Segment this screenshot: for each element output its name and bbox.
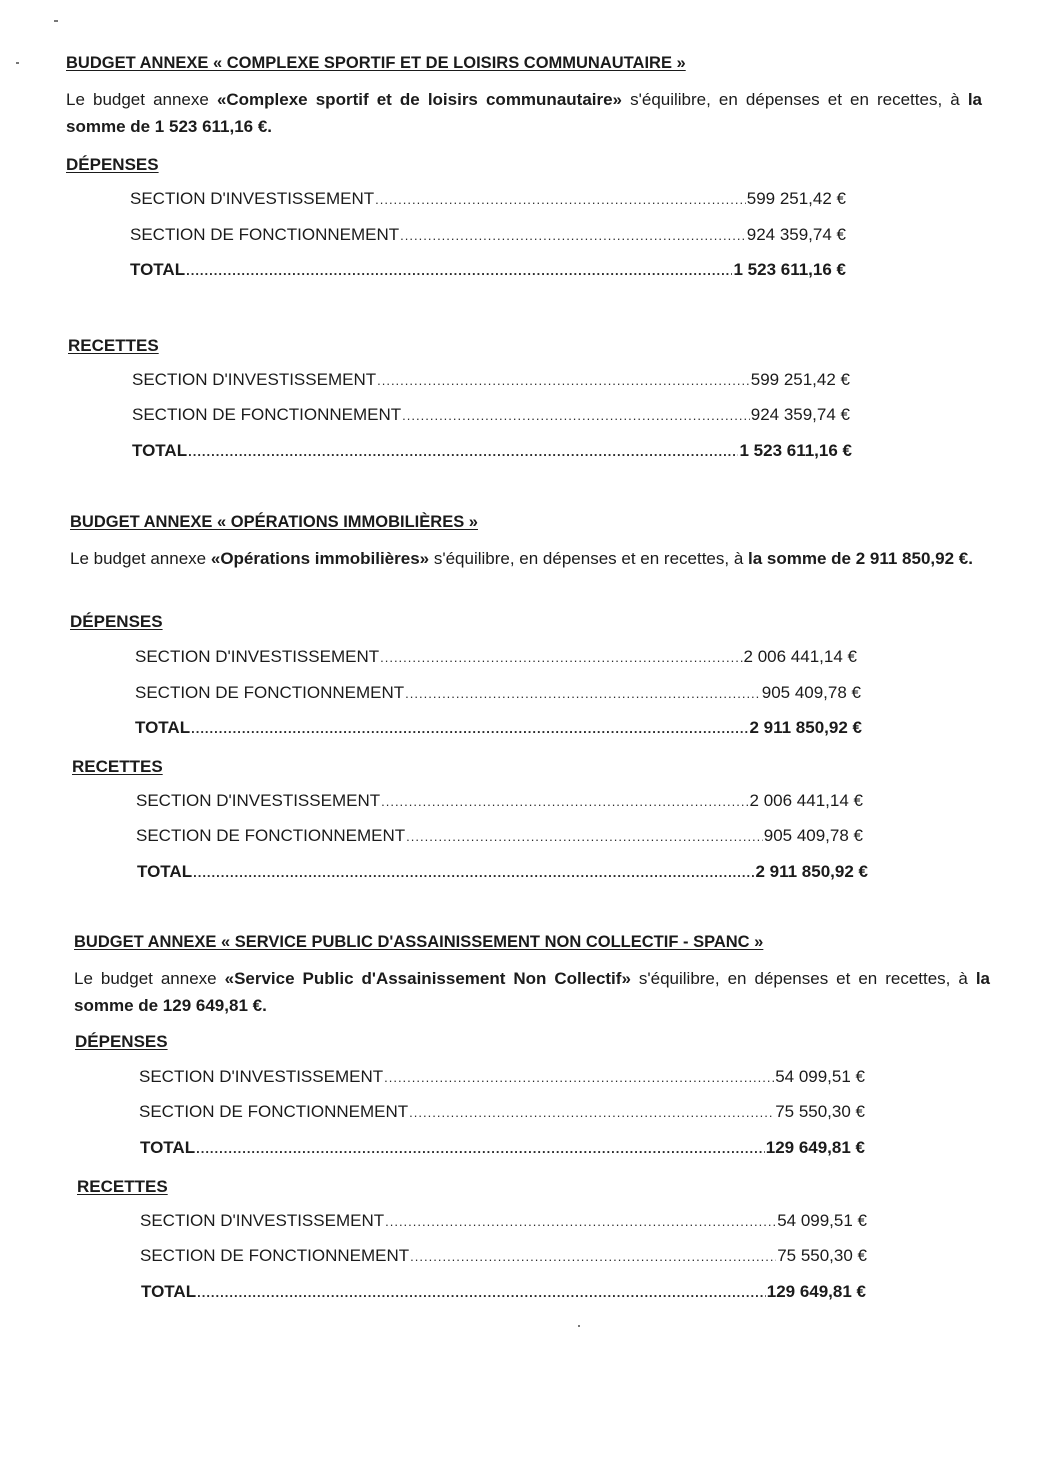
row-amount: 924 359,74 € [750, 405, 850, 424]
depenses-total-row [135, 718, 862, 738]
row-label: SECTION DE FONCTIONNEMENT [130, 225, 400, 244]
dot-leader [384, 1070, 774, 1085]
recettes-heading: RECETTES [68, 336, 159, 355]
row-amount: 924 359,74 € [746, 225, 846, 244]
intro-budget-name: «Service Public d'Assainissement Non Collectif» [224, 969, 631, 988]
depenses-fonctionnement-row [139, 1102, 865, 1122]
row-label: SECTION DE FONCTIONNEMENT [139, 1102, 409, 1121]
row-amount: 905 409,78 € [763, 826, 863, 845]
intro-text: s'équilibre, en dépenses et en recettes, à [622, 90, 968, 109]
dot-leader [405, 686, 761, 701]
dot-leader [385, 1214, 776, 1229]
intro-sum: la somme de 129 649,81 €. [74, 969, 990, 1015]
recettes-fonctionnement-row [140, 1246, 867, 1266]
intro-sum: la somme de 1 523 611,16 €. [66, 90, 982, 136]
dot-leader [193, 865, 754, 880]
row-label: SECTION D'INVESTISSEMENT [136, 791, 381, 810]
row-label: SECTION DE FONCTIONNEMENT [132, 405, 402, 424]
row-amount: 2 006 441,14 € [749, 791, 863, 810]
recettes-total-row [132, 441, 852, 461]
depenses-heading: DÉPENSES [66, 155, 159, 174]
dot-leader [375, 192, 746, 207]
recettes-total-row [137, 862, 868, 882]
depenses-investissement-row [139, 1067, 865, 1087]
budget-intro [66, 86, 982, 140]
depenses-fonctionnement-row [135, 683, 861, 703]
budget-intro [74, 965, 990, 1019]
dot-leader [400, 228, 746, 243]
recettes-heading: RECETTES [77, 1177, 168, 1196]
dot-leader [402, 408, 750, 423]
row-amount: 75 550,30 € [777, 1246, 867, 1265]
intro-sum: la somme de 2 911 850,92 €. [748, 549, 973, 568]
row-label: SECTION DE FONCTIONNEMENT [135, 683, 405, 702]
row-amount: 75 550,30 € [775, 1102, 865, 1121]
depenses-investissement-row [130, 189, 846, 209]
intro-text: s'équilibre, en dépenses et en recettes, à [630, 969, 976, 988]
dot-leader [377, 373, 750, 388]
recettes-total-row [141, 1282, 866, 1302]
row-amount: 1 523 611,16 € [733, 260, 846, 279]
row-amount: 599 251,42 € [750, 370, 850, 389]
row-label: SECTION D'INVESTISSEMENT [139, 1067, 384, 1086]
scan-speck [578, 1325, 580, 1327]
recettes-investissement-row [132, 370, 850, 390]
row-label: TOTAL [141, 1282, 197, 1301]
intro-budget-name: «Opérations immobilières» [210, 549, 430, 568]
depenses-total-row [130, 260, 846, 280]
row-amount: 54 099,51 € [775, 1067, 865, 1086]
recettes-fonctionnement-row [132, 405, 850, 425]
row-amount: 54 099,51 € [777, 1211, 867, 1230]
row-amount: 599 251,42 € [746, 189, 846, 208]
budget-intro [70, 545, 986, 572]
dot-leader [406, 829, 763, 844]
row-label: TOTAL [132, 441, 188, 460]
budget-title: BUDGET ANNEXE « COMPLEXE SPORTIF ET DE LOISIRS COMMUNAUTAIRE » [66, 54, 686, 72]
row-label: TOTAL [135, 718, 191, 737]
row-amount: 2 006 441,14 € [743, 647, 857, 666]
intro-text: s'équilibre, en dépenses et en recettes, à [429, 549, 749, 568]
row-label: SECTION DE FONCTIONNEMENT [136, 826, 406, 845]
intro-text: Le budget annexe [66, 90, 217, 109]
row-label: SECTION D'INVESTISSEMENT [140, 1211, 385, 1230]
dot-leader [410, 1249, 776, 1264]
dot-leader [381, 794, 748, 809]
dot-leader [186, 263, 732, 278]
recettes-investissement-row [140, 1211, 867, 1231]
dot-leader [196, 1141, 765, 1156]
row-label: SECTION DE FONCTIONNEMENT [140, 1246, 410, 1265]
row-label: TOTAL [140, 1138, 196, 1157]
dot-leader [380, 650, 742, 665]
intro-budget-name: «Complexe sportif et de loisirs communautaire» [216, 90, 623, 109]
row-label: SECTION D'INVESTISSEMENT [132, 370, 377, 389]
scan-speck [16, 62, 19, 64]
depenses-fonctionnement-row [130, 225, 846, 245]
row-amount: 2 911 850,92 € [749, 718, 862, 737]
row-amount: 1 523 611,16 € [739, 441, 852, 460]
intro-text: Le budget annexe [74, 969, 225, 988]
depenses-total-row [140, 1138, 865, 1158]
row-label: TOTAL [130, 260, 186, 279]
recettes-investissement-row [136, 791, 863, 811]
row-amount: 905 409,78 € [761, 683, 861, 702]
recettes-fonctionnement-row [136, 826, 863, 846]
depenses-investissement-row [135, 647, 857, 667]
row-amount: 129 649,81 € [765, 1138, 865, 1157]
row-label: SECTION D'INVESTISSEMENT [130, 189, 375, 208]
intro-text: Le budget annexe [70, 549, 211, 568]
depenses-heading: DÉPENSES [75, 1032, 168, 1051]
budget-title: BUDGET ANNEXE « SERVICE PUBLIC D'ASSAINISSEMENT NON COLLECTIF - SPANC » [74, 933, 764, 951]
row-amount: 129 649,81 € [766, 1282, 866, 1301]
dot-leader [191, 721, 748, 736]
scan-speck [54, 20, 58, 22]
depenses-heading: DÉPENSES [70, 612, 163, 631]
row-amount: 2 911 850,92 € [755, 862, 868, 881]
dot-leader [197, 1285, 766, 1300]
budget-title: BUDGET ANNEXE « OPÉRATIONS IMMOBILIÈRES » [70, 513, 478, 531]
row-label: TOTAL [137, 862, 193, 881]
recettes-heading: RECETTES [72, 757, 163, 776]
dot-leader [409, 1105, 774, 1120]
row-label: SECTION D'INVESTISSEMENT [135, 647, 380, 666]
dot-leader [188, 444, 738, 459]
